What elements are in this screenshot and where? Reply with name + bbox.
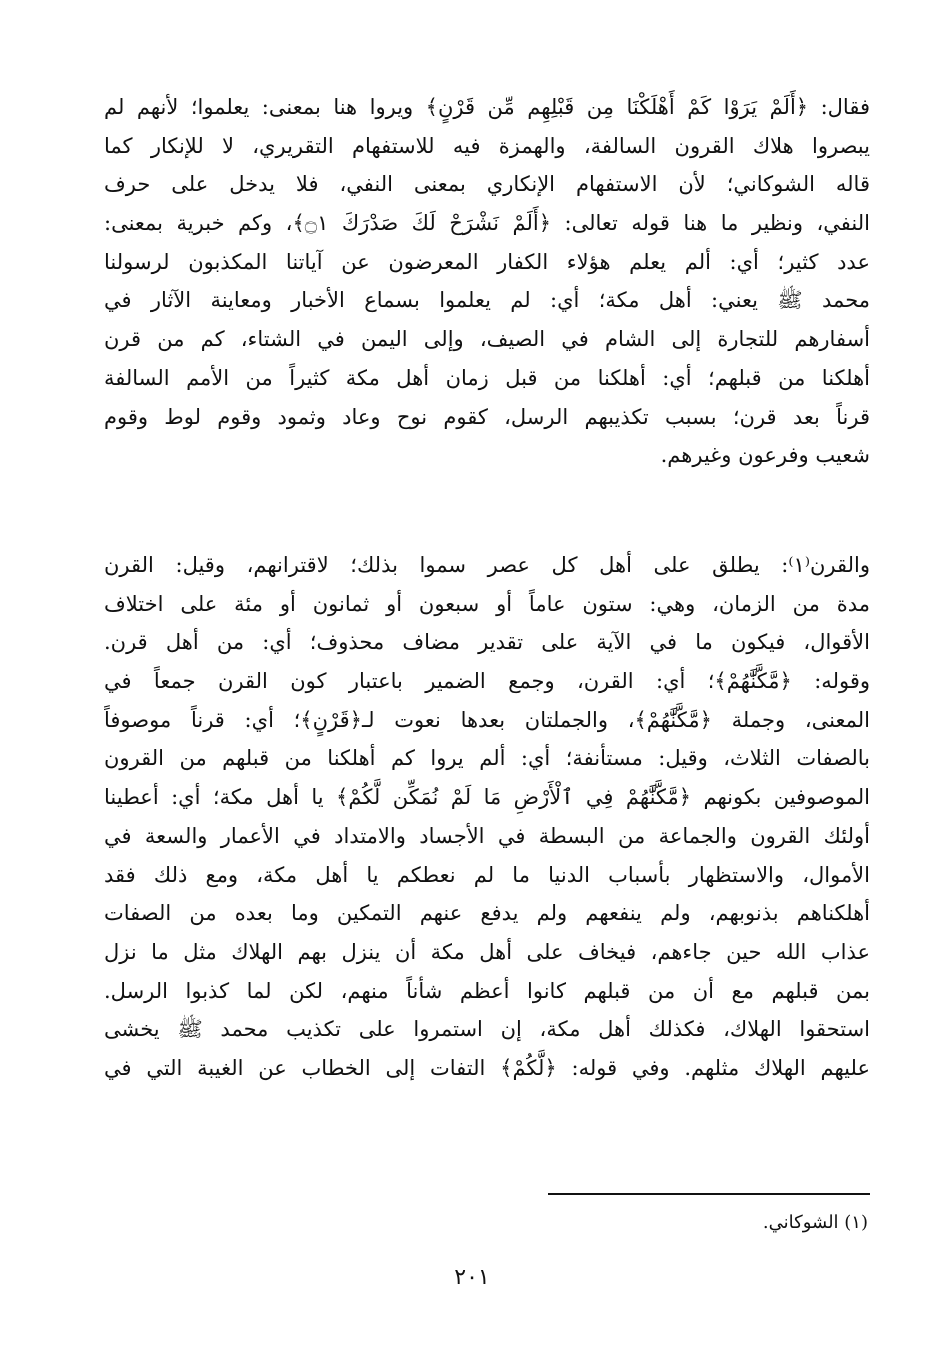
text-line: الموصوفين بكونهم ﴿مَّكَّنَّٰهُمْ فِي ٱلْأَرْضِ مَا لَمْ نُمَكِّن لَّكُمْ﴾ يا أهل مكة؛ أي: أعطينا: [104, 785, 870, 810]
text-line: شعيب وفرعون وغيرهم.: [660, 443, 870, 468]
text-line: المعنى، وجملة ﴿مَّكَّنَّٰهُمْ﴾، والجملتان بعدها نعوت لـ﴿قَرْنٍ﴾؛ أي: قرناً موصوفاً: [104, 707, 870, 732]
text-line: بالصفات الثلاث، وقيل: مستأنفة؛ أي: ألم يروا كم أهلكنا من قبلهم من القرون: [104, 746, 870, 771]
text-line: الأموال، والاستظهار بأسباب الدنيا ما لم نعطكم يا أهل مكة، ومع ذلك فقد: [104, 862, 870, 887]
text-line: الأقوال، فيكون ما في الآية على تقدير مضاف محذوف؛ أي: من أهل قرن.: [104, 630, 870, 655]
paragraph-2: [104, 546, 870, 1088]
text-line: عدد كثير؛ أي: ألم يعلم هؤلاء الكفار المعرضون عن آياتنا المكذبون لرسولنا: [104, 249, 870, 274]
footnote: (١) الشوكاني.: [762, 1212, 868, 1233]
text-line: مدة من الزمان، وهي: ستون عاماً أو سبعون أو ثمانون أو مئة على اختلاف: [104, 591, 870, 616]
text-line: أهلكناهم بذنوبهم، ولم ينفعهم ولم يدفع عنهم التمكين وما بعده من الصفات: [104, 901, 870, 926]
text-line: أهلكنا من قبلهم؛ أي: أهلكنا من قبل زمان أهل مكة كثيراً من الأمم السالفة: [104, 365, 870, 390]
text-line: أسفارهم للتجارة إلى الشام في الصيف، وإلى اليمن في الشتاء، كم من قرن: [104, 327, 870, 352]
text-line: عذاب الله حين جاءهم، فيخاف على أهل مكة أن ينزل بهم الهلاك مثل ما نزل: [104, 939, 870, 964]
text-line: قاله الشوكاني؛ لأن الاستفهام الإنكاري بمعنى النفي، فلا يدخل على حرف: [104, 172, 870, 197]
text-line: وقوله: ﴿مَّكَّنَّٰهُمْ﴾؛ أي: القرن، وجمع الضمير باعتبار كون القرن جمعاً في: [104, 669, 870, 694]
text-line: قرناً بعد قرن؛ بسبب تكذيبهم الرسل، كقوم نوح وعاد وثمود وقوم لوط وقوم: [104, 404, 870, 429]
text-line: استحقوا الهلاك، فكذلك أهل مكة، إن استمروا على تكذيب محمد ﷺ يخشى: [104, 1017, 870, 1042]
text-line: بمن قبلهم مع أن من قبلهم كانوا أعظم شأناً منهم، لكن لما كذبوا الرسل.: [104, 978, 870, 1003]
text-line: أولئك القرون والجماعة من البسطة في الأجساد والامتداد في الأعمار والسعة في: [104, 823, 870, 848]
text-line: النفي، ونظير ما هنا قوله تعالى: ﴿أَلَمْ نَشْرَحْ لَكَ صَدْرَكَ ۝١﴾، وكم خبرية بمعنى:: [104, 211, 870, 236]
text-line: يبصروا هلاك القرون السالفة، والهمزة فيه للاستفهام التقريري، لا للإنكار كما: [104, 133, 870, 158]
page-number: ٢٠١: [454, 1265, 490, 1290]
text-line: عليهم الهلاك مثلهم. وفي قوله: ﴿لَّكُمْ﴾ التفات إلى الخطاب عن الغيبة التي في: [104, 1055, 870, 1080]
text-line: والقرن⁽١⁾: يطلق على أهل كل عصر سموا بذلك؛ لاقترانهم، وقيل: القرن: [104, 553, 870, 577]
text-line: فقال: ﴿أَلَمْ يَرَوْا كَمْ أَهْلَكْنَا مِن قَبْلِهِم مِّن قَرْنٍ﴾ ويروا هنا بمعنى: يعلموا؛ لأنهم لم: [104, 95, 870, 119]
footnote-divider: [548, 1193, 870, 1195]
paragraph-1: [104, 88, 870, 475]
text-line: محمد ﷺ يعني: أهل مكة؛ أي: لم يعلموا بسماع الأخبار ومعاينة الآثار في: [104, 288, 870, 313]
